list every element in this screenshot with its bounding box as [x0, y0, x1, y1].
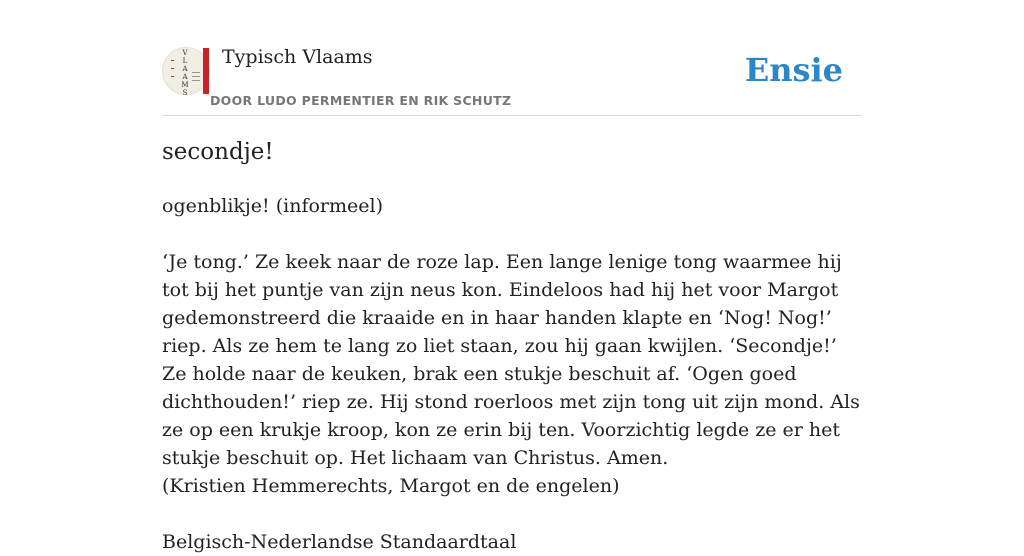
site-header	[162, 40, 862, 116]
dictionary-logo[interactable]	[162, 47, 210, 95]
entry-term: secondje!	[162, 139, 274, 165]
entry-content	[162, 192, 862, 556]
logo-mark	[171, 76, 174, 77]
ensie-brand-link[interactable]: Ensie	[744, 51, 843, 89]
entry-equivalent-label: Belgisch-Nederlandse Standaardtaal	[162, 531, 517, 553]
dictionary-title[interactable]: Typisch Vlaams	[222, 46, 373, 68]
logo-line	[192, 80, 200, 81]
logo-mark	[171, 60, 174, 61]
logo-line	[192, 72, 200, 73]
logo-line	[192, 76, 200, 77]
entry-example: ‘Je tong.’ Ze keek naar de roze lap. Een lange lenige tong waarmee hij tot bij het puntje van zijn neus kon. Eindeloos had hij het voor Margot gedemonstreerd die kraaide en in haar handen klapte en ‘Nog! Nog!’ riep. Als ze hem te lang zo liet staan, zou hij gaan kwijlen. ‘Secondje!’ Ze holde naar de keuken, brak een stukje beschuit af. ‘Ogen goed dichthouden!’ riep ze. Hij stond roerloos met zijn tong uit zijn mond. Als ze op een krukje kroop, kon ze erin bij ten. Voorzichtig legde ze er het stukje beschuit op. Het lichaam van Christus. Amen.	[162, 251, 860, 469]
entry-definition: ogenblikje! (informeel)	[162, 195, 383, 217]
logo-letters: V L A A M S	[181, 49, 189, 97]
logo-mark	[171, 68, 174, 69]
entry-source: (Kristien Hemmerechts, Margot en de engelen)	[162, 475, 620, 497]
dictionary-authors: DOOR LUDO PERMENTIER EN RIK SCHUTZ	[210, 93, 512, 108]
logo-stripe	[203, 48, 209, 94]
